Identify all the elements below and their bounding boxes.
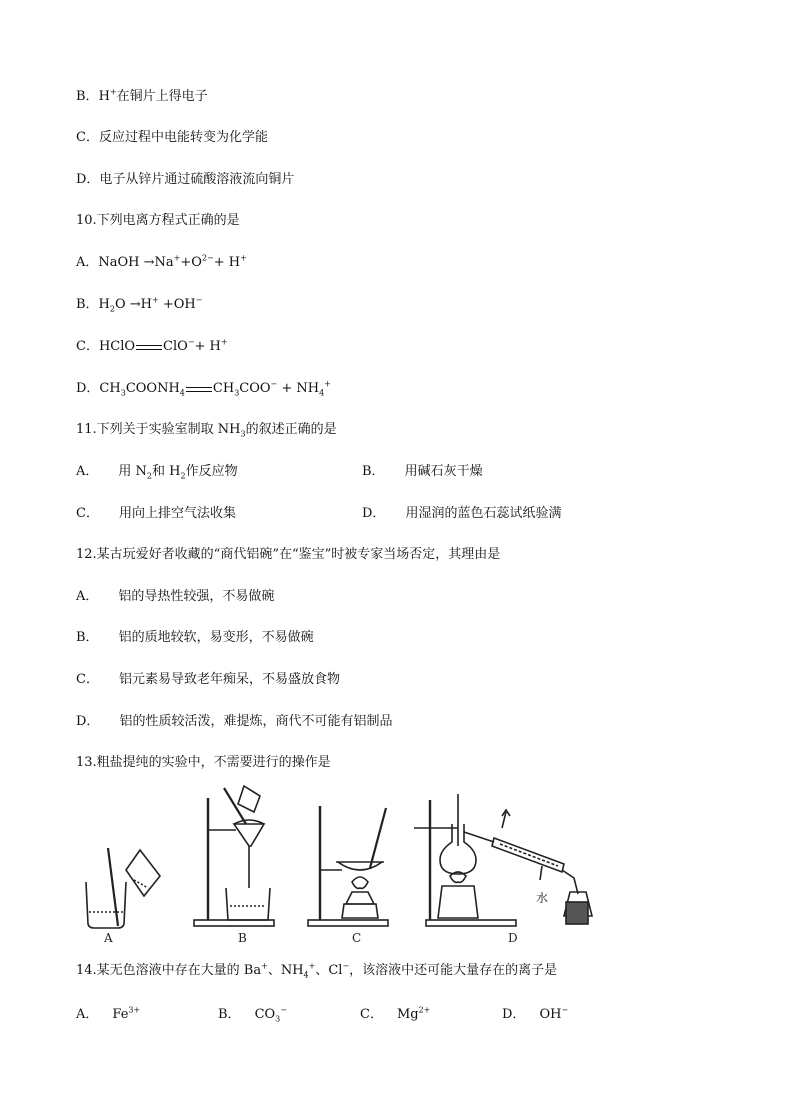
q13-stem: 13.粗盐提纯的实验中，不需要进行的操作是 bbox=[76, 755, 331, 770]
q10-option-a: A．NaOH $\to Na^++O^{2-}+ H^+$ bbox=[76, 253, 247, 270]
q11-option-d: D． 用湿润的蓝色石蕊试纸验满 bbox=[362, 506, 562, 521]
water-label: 水 bbox=[536, 891, 549, 905]
q10-option-b: B．$H_2O \to H^+ +OH^-$ bbox=[76, 295, 203, 314]
q12-option-c: C． 铝元素易导致老年痴呆，不易盛放食物 bbox=[76, 672, 340, 687]
q10-stem: 10.下列电离方程式正确的是 bbox=[76, 213, 240, 228]
q10-option-c: C．HClO ClO−+ H+ bbox=[76, 337, 228, 354]
figure-caption-b: B bbox=[238, 931, 247, 945]
q9-option-d: D．电子从锌片通过硫酸溶液流向铜片 bbox=[76, 172, 295, 187]
figure-caption-d: D bbox=[508, 931, 518, 945]
q12-option-a: A． 铝的导热性较强，不易做碗 bbox=[76, 589, 275, 604]
q9-option-c: C．反应过程中电能转变为化学能 bbox=[76, 130, 268, 145]
filtration-icon bbox=[194, 786, 274, 926]
q12-option-d: D． 铝的性质较活泼，难提炼，商代不可能有铝制品 bbox=[76, 714, 393, 729]
lab-apparatus-figure bbox=[74, 784, 598, 950]
q12-stem: 12.某古玩爱好者收藏的“商代铝碗”在“鉴宝”时被专家当场否定，其理由是 bbox=[76, 547, 501, 562]
distillation-icon bbox=[414, 794, 592, 926]
reversible-arrow-icon bbox=[186, 385, 212, 393]
q14-stem: 14.某无色溶液中存在大量的 Ba+、$NH_4^+$、Cl−，该溶液中还可能大量存在的离子是 bbox=[76, 961, 558, 980]
q14-option-d: D． OH− bbox=[502, 1005, 569, 1022]
q14-option-b: B． $CO_3^-$ bbox=[218, 1005, 287, 1024]
reversible-arrow-icon bbox=[136, 343, 162, 351]
evaporation-icon bbox=[308, 806, 388, 926]
q14-option-c: C． $Mg^{2+}$ bbox=[360, 1005, 431, 1022]
q11-option-c: C． 用向上排空气法收集 bbox=[76, 506, 236, 521]
q11-option-b: B． 用碱石灰干燥 bbox=[362, 464, 483, 479]
q12-option-b: B． 铝的质地较软，易变形，不易做碗 bbox=[76, 630, 314, 645]
beaker-pour-icon bbox=[86, 848, 160, 928]
q11-stem: 11.下列关于实验室制取 $NH_3$的叙述正确的是 bbox=[76, 422, 337, 439]
q10-option-d: D．$CH_3COONH_4$ $CH_3COO^- + NH_4^+$ bbox=[76, 379, 331, 398]
figure-caption-c: C bbox=[352, 931, 362, 945]
q9-option-b: B．H+在铜片上得电子 bbox=[76, 87, 208, 104]
figure-caption-a: A bbox=[104, 931, 113, 945]
q14-option-a: A． $Fe^{3+}$ bbox=[76, 1005, 141, 1022]
q11-option-a: A． 用 $N_2$和 $H_2$作反应物 bbox=[76, 464, 238, 481]
